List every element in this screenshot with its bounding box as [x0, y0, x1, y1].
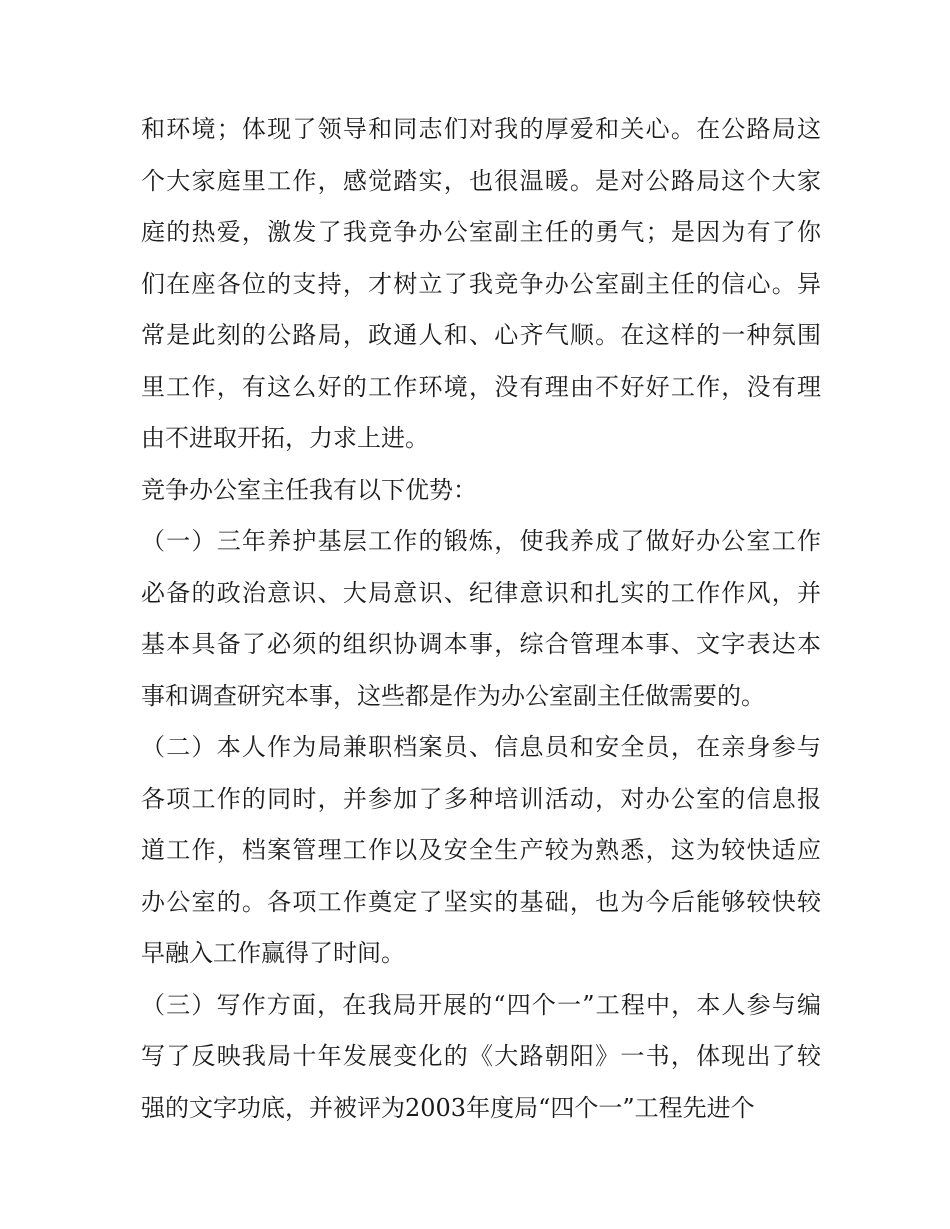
text-line: 早融入工作赢得了时间。 — [141, 939, 405, 967]
text-line: 里工作，有这么好的工作环境，没有理由不好好工作，没有理 — [141, 372, 821, 401]
text-line: （三）写作方面，在我局开展的“四个一”工程中，本人参与编 — [141, 990, 821, 1019]
text-line: 竞争办公室主任我有以下优势： — [141, 475, 477, 504]
text-line: （二）本人作为局兼职档案员、信息员和安全员，在亲身参与 — [141, 733, 821, 761]
text-line: 写了反映我局十年发展变化的《大路朝阳》一书，体现出了较 — [141, 1042, 821, 1070]
text-line: 办公室的。各项工作奠定了坚实的基础，也为今后能够较快较 — [141, 887, 821, 916]
text-line: 庭的热爱，激发了我竞争办公室副主任的勇气；是因为有了你 — [141, 218, 821, 246]
text-line: 事和调查研究本事，这些都是作为办公室副主任做需要的。 — [141, 681, 765, 710]
text-line: 和环境；体现了领导和同志们对我的厚爱和关心。在公路局这 — [141, 115, 821, 143]
text-line: 们在座各位的支持，才树立了我竞争办公室副主任的信心。异 — [141, 269, 821, 298]
text-line: 由不进取开拓，力求上进。 — [141, 424, 429, 452]
text-line: 基本具备了必须的组织协调本事，综合管理本事、文字表达本 — [141, 630, 821, 658]
text-line: （一）三年养护基层工作的锻炼，使我养成了做好办公室工作 — [141, 527, 821, 555]
document-body — [141, 104, 821, 1134]
text-line: 个大家庭里工作，感觉踏实，也很温暖。是对公路局这个大家 — [141, 166, 821, 195]
text-line: 道工作，档案管理工作以及安全生产较为熟悉，这为较快适应 — [141, 836, 821, 864]
text-line: 必备的政治意识、大局意识、纪律意识和扎实的工作作风，并 — [141, 578, 821, 607]
text-line: 强的文字功底，并被评为2003年度局“四个一”工程先进个 — [141, 1093, 755, 1122]
text-line: 常是此刻的公路局，政通人和、心齐气顺。在这样的一种氛围 — [141, 321, 821, 349]
text-line: 各项工作的同时，并参加了多种培训活动，对办公室的信息报 — [141, 784, 821, 813]
